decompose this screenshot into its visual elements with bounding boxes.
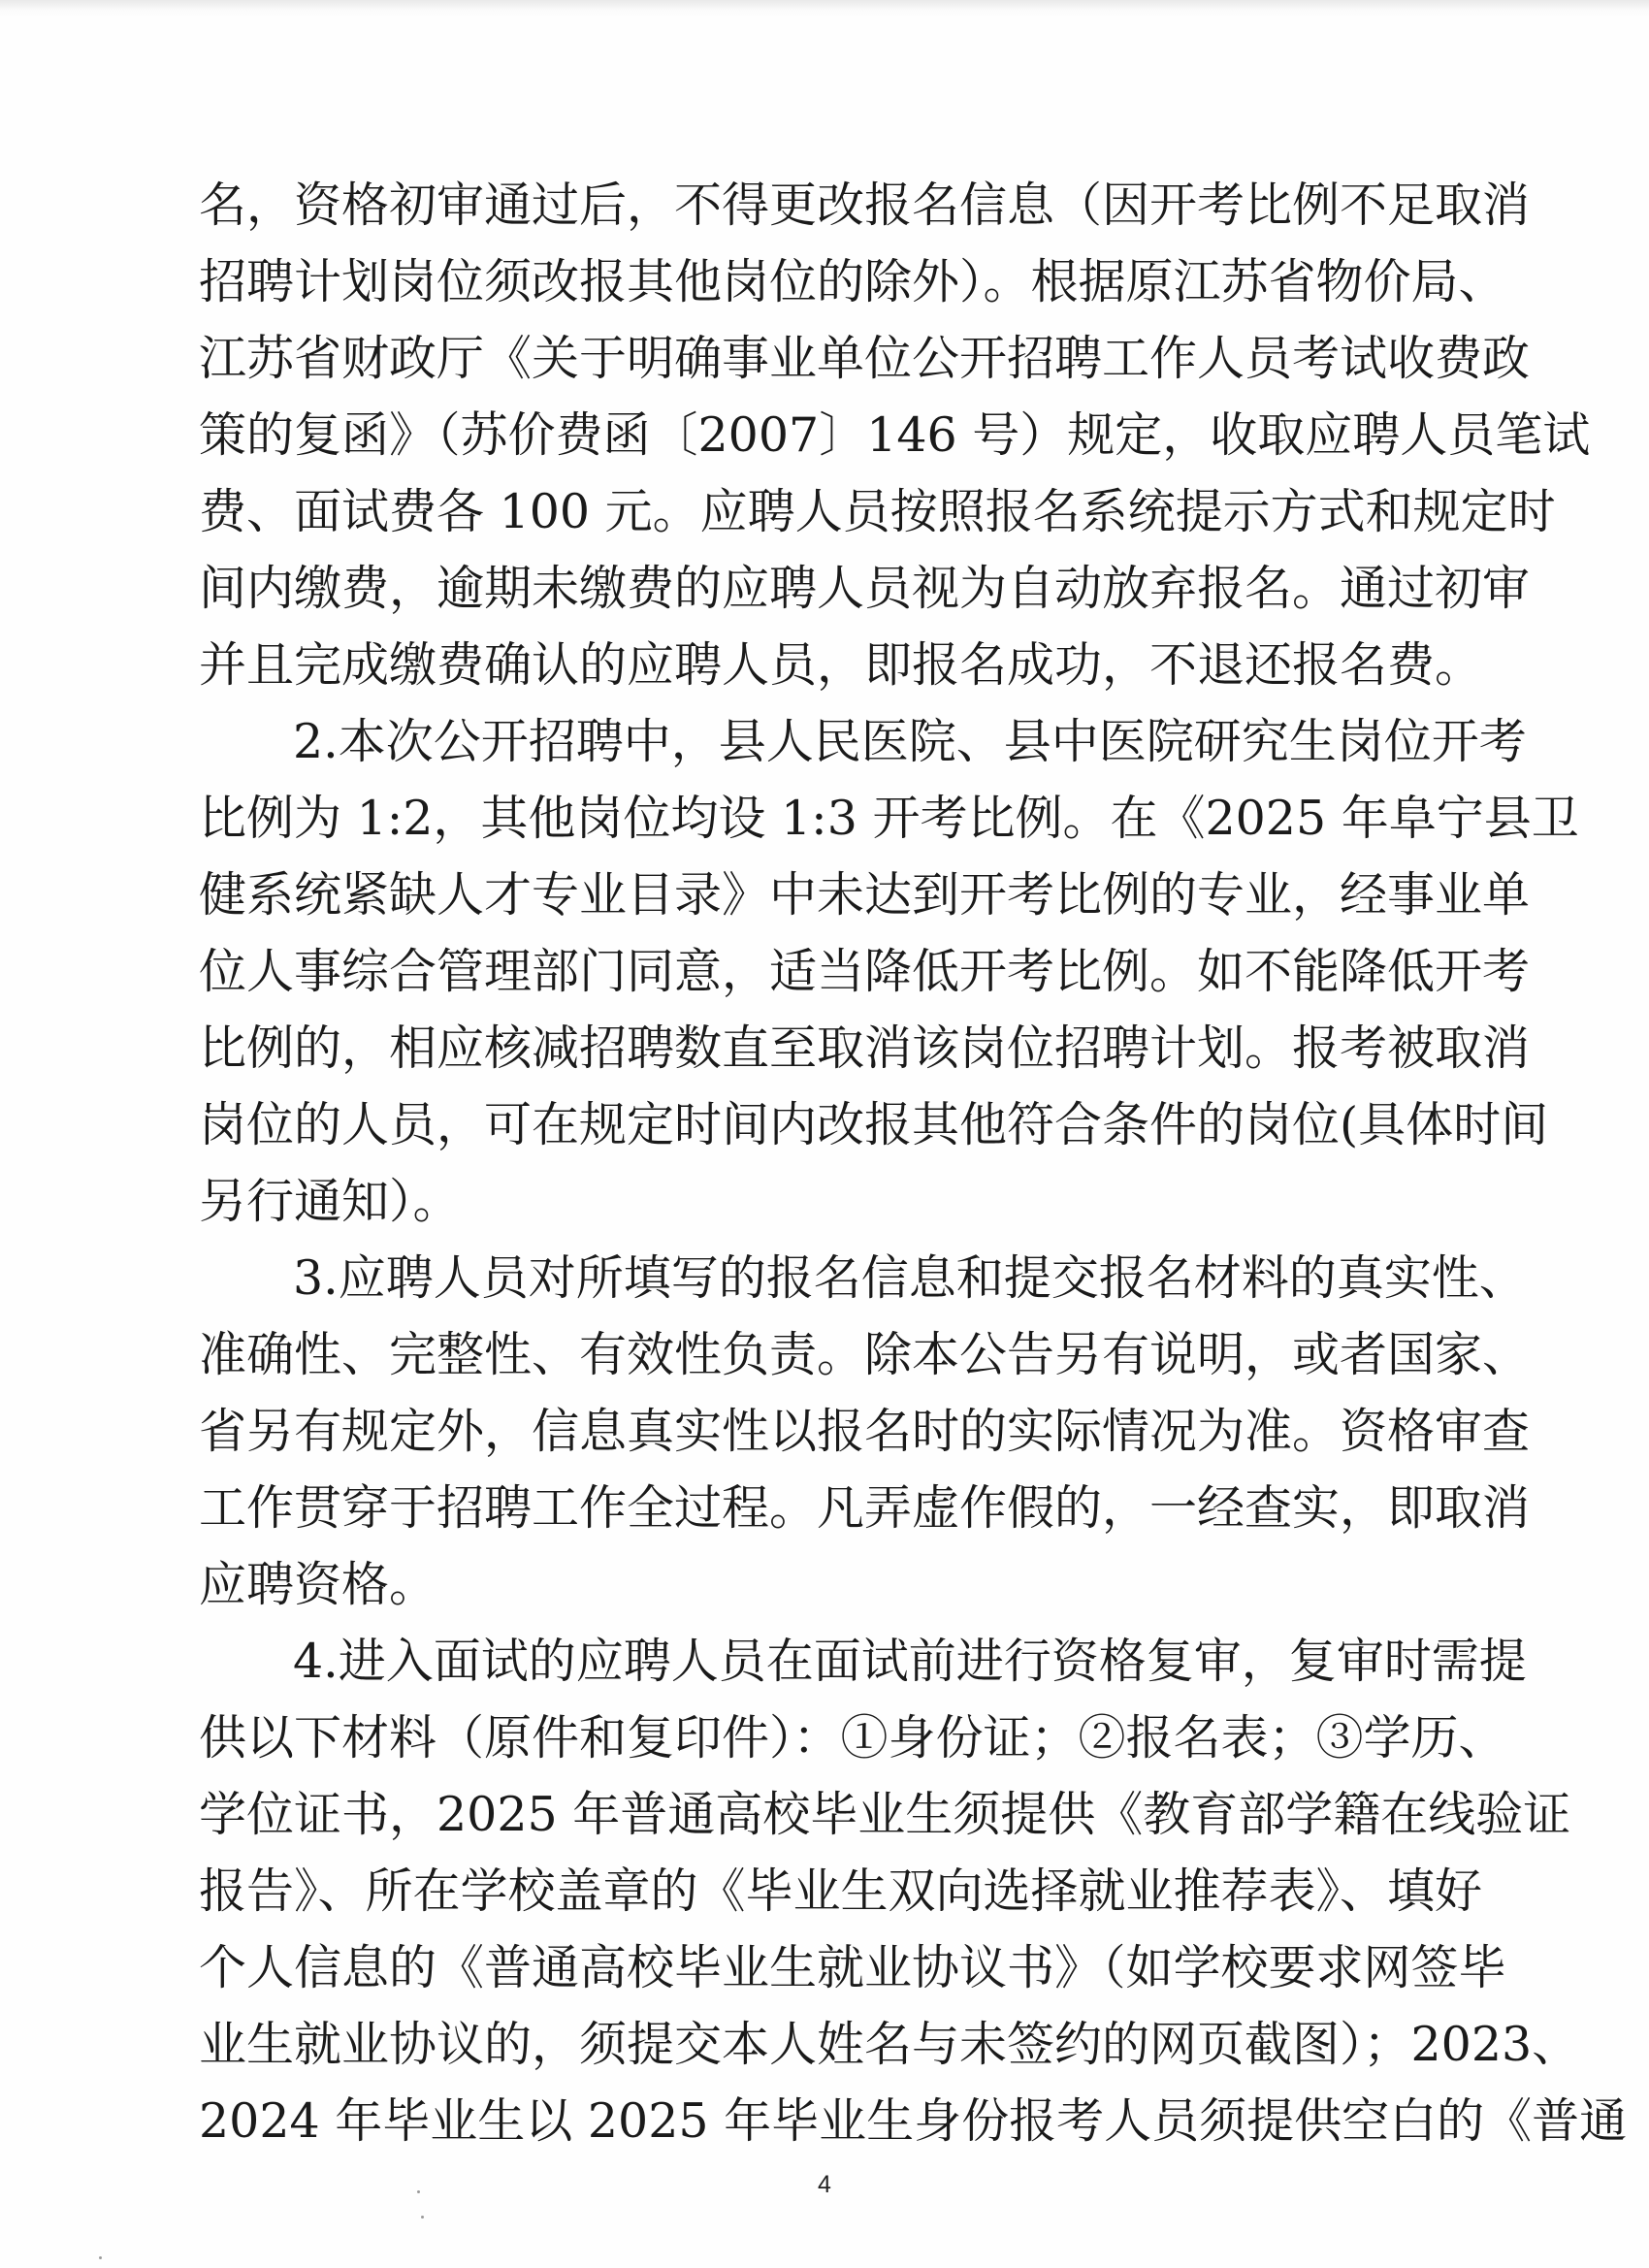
scan-speck bbox=[417, 2190, 420, 2193]
text-line: 健系统紧缺人才专业目录》中未达到开考比例的专业，经事业单 bbox=[199, 867, 1531, 923]
text-line: 准确性、完整性、有效性负责。除本公告另有说明，或者国家、 bbox=[199, 1327, 1531, 1382]
text-line: 费、面试费各 100 元。应聘人员按照报名系统提示方式和规定时 bbox=[199, 484, 1556, 539]
scan-speck bbox=[99, 2256, 102, 2259]
paragraph-3-first-line: 3.应聘人员对所填写的报名信息和提交报名材料的真实性、 bbox=[293, 1250, 1527, 1306]
text-line: 并且完成缴费确认的应聘人员，即报名成功，不退还报名费。 bbox=[199, 637, 1483, 693]
text-line: 应聘资格。 bbox=[199, 1557, 437, 1612]
text-line: 学位证书，2025 年普通高校毕业生须提供《教育部学籍在线验证 bbox=[199, 1787, 1571, 1842]
text-line: 业生就业协议的，须提交本人姓名与未签约的网页截图）；2023、 bbox=[199, 2017, 1580, 2072]
text-line: 个人信息的《普通高校毕业生就业协议书》（如学校要求网签毕 bbox=[199, 1940, 1506, 1995]
text-line: 比例为 1:2，其他岗位均设 1:3 开考比例。在《2025 年阜宁县卫 bbox=[199, 791, 1579, 846]
page-number: 4 bbox=[818, 2171, 831, 2198]
scan-speck bbox=[421, 2216, 424, 2219]
text-line: 位人事综合管理部门同意，适当降低开考比例。如不能降低开考 bbox=[199, 944, 1531, 999]
text-line: 招聘计划岗位须改报其他岗位的除外）。根据原江苏省物价局、 bbox=[199, 254, 1506, 309]
text-line: 供以下材料（原件和复印件）：①身份证；②报名表；③学历、 bbox=[199, 1710, 1506, 1766]
text-line: 省另有规定外，信息真实性以报名时的实际情况为准。资格审查 bbox=[199, 1404, 1531, 1459]
text-line: 江苏省财政厅《关于明确事业单位公开招聘工作人员考试收费政 bbox=[199, 331, 1531, 386]
text-line: 另行通知）。 bbox=[199, 1174, 461, 1229]
text-line: 名，资格初审通过后，不得更改报名信息（因开考比例不足取消 bbox=[199, 178, 1531, 233]
text-line: 比例的，相应核减招聘数直至取消该岗位招聘计划。报考被取消 bbox=[199, 1021, 1531, 1076]
text-line: 2024 年毕业生以 2025 年毕业生身份报考人员须提供空白的《普通 bbox=[199, 2093, 1628, 2149]
paragraph-2-first-line: 2.本次公开招聘中，县人民医院、县中医院研究生岗位开考 bbox=[293, 714, 1527, 769]
text-line: 工作贯穿于招聘工作全过程。凡弄虚作假的，一经查实，即取消 bbox=[199, 1480, 1531, 1536]
text-line: 策的复函》（苏价费函〔2007〕146 号）规定，收取应聘人员笔试 bbox=[199, 407, 1591, 463]
scan-edge-shadow bbox=[0, 0, 1649, 17]
text-line: 报告》、所在学校盖章的《毕业生双向选择就业推荐表》、填好 bbox=[199, 1863, 1483, 1919]
text-line: 间内缴费，逾期未缴费的应聘人员视为自动放弃报名。通过初审 bbox=[199, 561, 1531, 616]
paragraph-4-first-line: 4.进入面试的应聘人员在面试前进行资格复审，复审时需提 bbox=[293, 1634, 1527, 1689]
text-line: 岗位的人员，可在规定时间内改报其他符合条件的岗位(具体时间 bbox=[199, 1097, 1549, 1152]
